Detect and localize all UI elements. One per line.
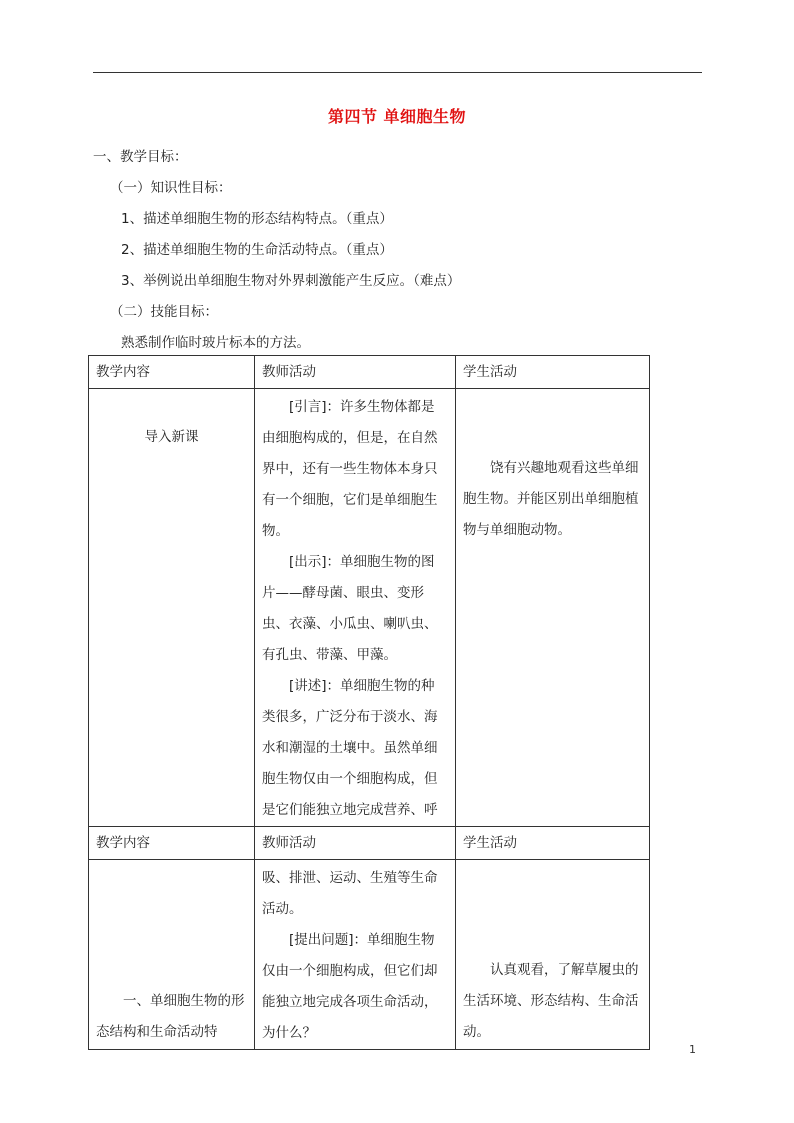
- header-rule: [93, 72, 702, 73]
- table-row: [89, 860, 650, 1050]
- knowledge-item: 1、描述单细胞生物的形态结构特点。（重点）: [121, 211, 393, 227]
- student-cell: [456, 860, 650, 1050]
- teacher-paragraph: [提出问题]：单细胞生物仅由一个细胞构成，但它们却能独立地完成各项生命活动，为什么？: [262, 932, 438, 1041]
- column-header-content: 教学内容: [89, 827, 255, 860]
- column-header-student: 学生活动: [456, 827, 650, 860]
- teacher-paragraph: [出示]：单细胞生物的图片——酵母菌、眼虫、变形虫、衣藻、小瓜虫、喇叭虫、有孔虫、带藻、甲藻。: [262, 554, 438, 663]
- student-text: 认真观看，了解草履虫的生活环境、形态结构、生命活动。: [463, 962, 639, 1040]
- table-header-row: [89, 827, 650, 860]
- teacher-paragraph: [引言]：许多生物体都是由细胞构成的，但是，在自然界中，还有一些生物体本身只有一个细胞，它们是单细胞生物。: [262, 399, 438, 539]
- column-header-content: 教学内容: [89, 356, 255, 389]
- table-row: [89, 389, 650, 827]
- content-text: 一、单细胞生物的形态结构和生命活动特: [96, 993, 245, 1040]
- column-header-student: 学生活动: [456, 356, 650, 389]
- column-header-teacher: 教师活动: [255, 827, 456, 860]
- objectives-heading: 一、教学目标：: [93, 149, 188, 165]
- teacher-paragraph: [讲述]：单细胞生物的种类很多，广泛分布于淡水、海水和潮湿的土壤中。虽然单细胞生物仅由一个细胞构成，但是它们能独立地完成营养、呼: [262, 678, 438, 818]
- skill-text: 熟悉制作临时玻片标本的方法。: [121, 335, 310, 351]
- student-cell: [456, 389, 650, 827]
- teacher-cell: [255, 860, 456, 1050]
- content-text: 导入新课: [144, 429, 199, 445]
- teacher-paragraph: 吸、排泄、运动、生殖等生命活动。: [262, 870, 438, 917]
- table-header-row: [89, 356, 650, 389]
- skill-heading: （二）技能目标：: [110, 304, 218, 320]
- page-number: 1: [689, 1043, 696, 1056]
- lesson-table: [88, 355, 650, 1050]
- column-header-teacher: 教师活动: [255, 356, 456, 389]
- knowledge-heading: （一）知识性目标：: [110, 180, 232, 196]
- teacher-cell: [255, 389, 456, 827]
- content-cell: [89, 389, 255, 827]
- page-title: 第四节 单细胞生物: [327, 107, 467, 126]
- content-cell: [89, 860, 255, 1050]
- knowledge-item: 3、举例说出单细胞生物对外界刺激能产生反应。（难点）: [121, 273, 461, 289]
- student-text: 饶有兴趣地观看这些单细胞生物。并能区别出单细胞植物与单细胞动物。: [463, 460, 639, 538]
- knowledge-item: 2、描述单细胞生物的生命活动特点。（重点）: [121, 242, 393, 258]
